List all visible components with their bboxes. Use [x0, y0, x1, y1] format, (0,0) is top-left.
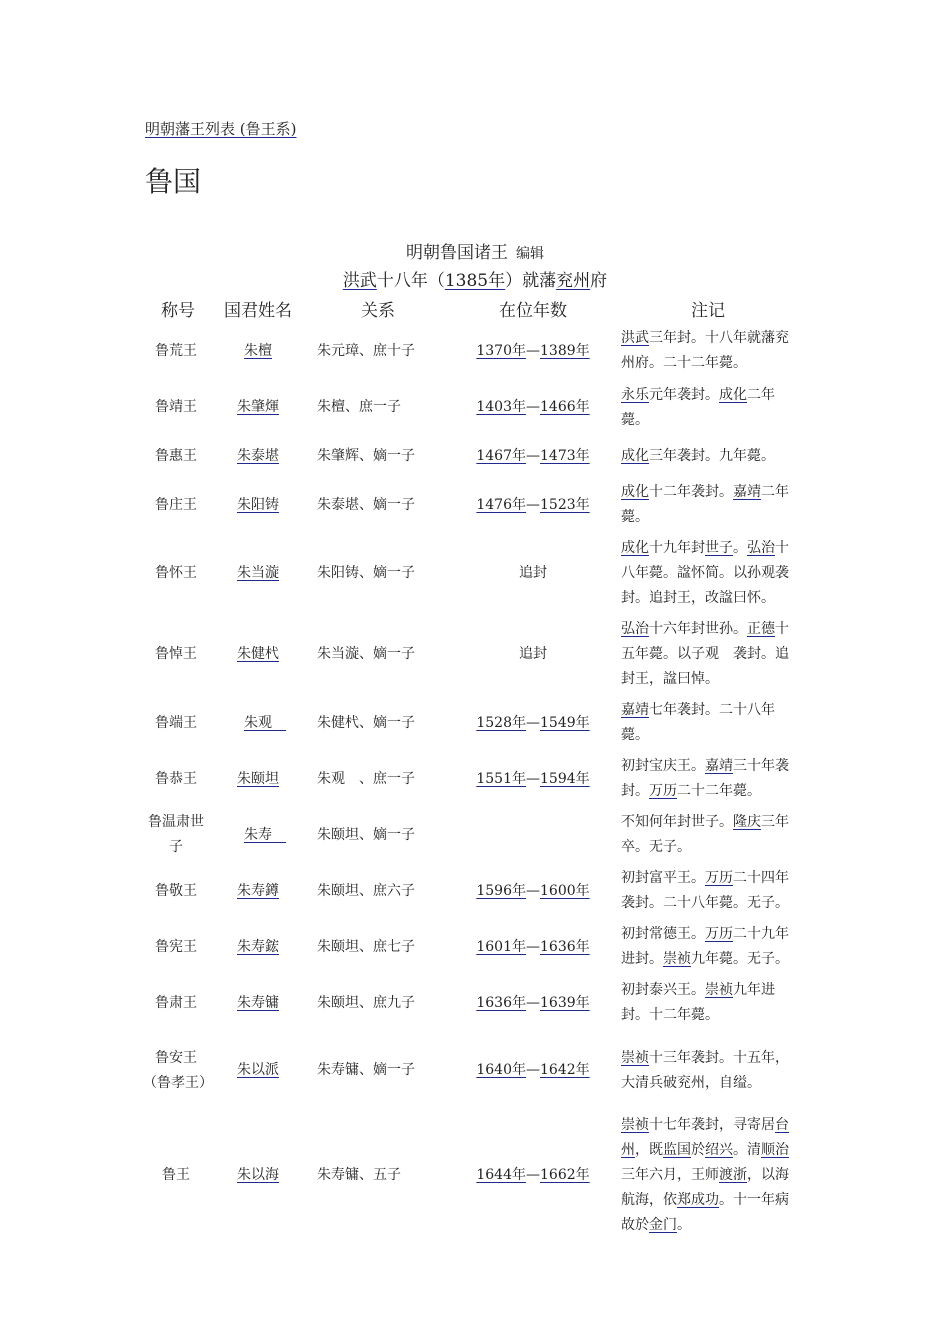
- cell-relation: 朱当漩、嫡一子: [317, 646, 415, 662]
- note-text: 十五年薨。以子观 袭封。追封王，諡曰悼。: [621, 621, 789, 687]
- cell-title: 鲁敬王: [155, 882, 197, 899]
- cell-name: [213, 614, 303, 695]
- end-year-link[interactable]: 1662年: [540, 1167, 590, 1183]
- start-year-link[interactable]: 1596年: [476, 882, 526, 899]
- table-caption: [0, 238, 950, 263]
- note-text: 二年薨。: [621, 386, 775, 428]
- cell-notes: [613, 751, 803, 807]
- note-link[interactable]: 郑成功: [677, 1192, 719, 1208]
- ruler-name-link[interactable]: 朱寿镛: [237, 994, 279, 1011]
- cell-title: 鲁恭王: [155, 770, 197, 787]
- table-subcaption: [0, 266, 950, 291]
- breadcrumb[interactable]: 明朝藩王列表 (鲁王系): [145, 120, 297, 138]
- start-year-link[interactable]: 1476年: [476, 496, 526, 513]
- note-link[interactable]: 崇祯: [621, 1049, 649, 1066]
- year-separator: —: [526, 994, 540, 1011]
- cell-title: 鲁荒王: [155, 342, 197, 359]
- note-text: 三年封。十八年就藩兖州府。二十二年薨。: [621, 330, 789, 371]
- ruler-name-link[interactable]: 朱肇煇: [237, 399, 279, 415]
- cell-name: [213, 807, 303, 863]
- cell-title: 鲁怀王: [155, 565, 197, 581]
- cell-notes: [613, 436, 803, 477]
- cell-years: [453, 477, 613, 533]
- cell-relation: 朱元璋、庶十子: [317, 342, 415, 359]
- note-text: 初封宝庆王。: [621, 758, 705, 774]
- column-header-name: 国君姓名: [224, 300, 292, 321]
- end-year-link[interactable]: 1549年: [540, 714, 590, 731]
- year-separator: —: [526, 1062, 540, 1078]
- end-year-link[interactable]: 1600年: [540, 882, 590, 899]
- year-separator: —: [526, 496, 540, 513]
- note-text: 十六年封世孙。: [649, 621, 747, 637]
- cell-relation: 朱阳铸、嫡一子: [317, 565, 415, 581]
- cell-years: [453, 751, 613, 807]
- cell-relation: 朱观 、庶一子: [317, 770, 415, 787]
- cell-years: [453, 614, 613, 695]
- note-link[interactable]: 崇祯: [663, 951, 691, 967]
- table-row: [143, 436, 803, 477]
- cell-years: [453, 1110, 613, 1241]
- start-year-link[interactable]: 1370年: [476, 342, 526, 359]
- start-year-link[interactable]: 1403年: [476, 399, 526, 415]
- years-text: 追封: [519, 565, 547, 581]
- note-text: 七年袭封。二十八年薨。: [621, 702, 775, 743]
- year-separator: —: [526, 448, 540, 464]
- table-row: [143, 1031, 803, 1110]
- note-text: 初封富平王。: [621, 870, 705, 886]
- note-text: 十二年袭封。: [649, 484, 733, 500]
- note-text: ，既: [635, 1142, 663, 1158]
- cell-notes: [613, 379, 803, 436]
- note-text: 九年进封。十二年薨。: [621, 982, 775, 1023]
- cell-years: [453, 863, 613, 919]
- note-link[interactable]: 世子: [705, 540, 733, 556]
- note-text: 十八年薨。諡怀简。以孙观袭封。追封王，改諡曰怀。: [621, 540, 789, 606]
- subcaption-text: 十八年（: [376, 271, 445, 291]
- start-year-link[interactable]: 1601年: [476, 938, 526, 955]
- ruler-name-link[interactable]: 朱寿: [243, 826, 286, 843]
- cell-notes: [613, 919, 803, 975]
- note-link[interactable]: 成化: [719, 386, 747, 403]
- end-year-link[interactable]: 1389年: [540, 342, 590, 359]
- ruler-name-link[interactable]: 朱以海: [237, 1167, 279, 1183]
- table-row: [143, 1110, 803, 1241]
- cell-name: [213, 975, 303, 1031]
- cell-notes: [613, 477, 803, 533]
- cell-years: [453, 436, 613, 477]
- year-separator: —: [526, 714, 540, 731]
- cell-name: [213, 1110, 303, 1241]
- note-text: 三年六月，王师: [621, 1167, 719, 1183]
- cell-name: [213, 477, 303, 533]
- note-text: 二十二年薨。: [677, 783, 761, 799]
- cell-relation: 朱泰堪、嫡一子: [317, 496, 415, 513]
- note-link[interactable]: 台州: [621, 1117, 789, 1158]
- note-link[interactable]: 永乐: [621, 386, 649, 403]
- cell-years: [453, 379, 613, 436]
- cell-notes: [613, 533, 803, 614]
- note-text: 初封泰兴王。: [621, 982, 705, 998]
- cell-name: [213, 379, 303, 436]
- note-link[interactable]: 成化: [621, 484, 649, 500]
- cell-title: 鲁悼王: [155, 646, 197, 662]
- cell-name: [213, 1031, 303, 1110]
- end-year-link[interactable]: 1642年: [540, 1062, 590, 1078]
- note-text: 九年薨。无子。: [691, 951, 789, 967]
- cell-name: [213, 751, 303, 807]
- table-row: [143, 975, 803, 1031]
- years-text: 追封: [519, 646, 547, 662]
- start-year-link[interactable]: 1467年: [476, 448, 526, 464]
- cell-notes: [613, 614, 803, 695]
- cell-years: [453, 1031, 613, 1110]
- table-row: [143, 751, 803, 807]
- year-separator: —: [526, 1167, 540, 1183]
- cell-years: [453, 919, 613, 975]
- note-link[interactable]: 洪武: [621, 330, 649, 346]
- note-text: 十三年袭封。十五年，大清兵破兖州，自缢。: [621, 1049, 789, 1091]
- rulers-table: [143, 293, 803, 1241]
- ruler-name-link[interactable]: 朱檀: [244, 342, 272, 359]
- note-text: 元年袭封。: [649, 386, 719, 403]
- note-link[interactable]: 弘治: [621, 621, 649, 637]
- cell-title: 鲁惠王: [155, 448, 197, 464]
- cell-name: [213, 919, 303, 975]
- note-text: 。: [733, 540, 747, 556]
- cell-notes: [613, 695, 803, 751]
- note-text: 二年薨。: [621, 484, 789, 525]
- column-header-notes: 注记: [691, 300, 725, 321]
- cell-years: [453, 695, 613, 751]
- note-text: 。十一年病故於: [621, 1192, 789, 1233]
- cell-relation: 朱健杙、嫡一子: [317, 714, 415, 731]
- note-link[interactable]: 万历: [649, 783, 677, 799]
- edit-link[interactable]: 编辑: [516, 246, 544, 262]
- table-row: [143, 323, 803, 379]
- ruler-name-link[interactable]: 朱观: [243, 714, 286, 731]
- cell-notes: [613, 1110, 803, 1241]
- ruler-name-link[interactable]: 朱健杙: [237, 646, 279, 662]
- ruler-name-link[interactable]: 朱以派: [237, 1062, 279, 1078]
- end-year-link[interactable]: 1639年: [540, 994, 590, 1011]
- note-link[interactable]: 成化: [621, 448, 649, 464]
- cell-relation: 朱颐坦、庶七子: [317, 938, 415, 955]
- cell-title: 鲁端王: [155, 714, 197, 731]
- cell-notes: [613, 1031, 803, 1110]
- table-row: [143, 863, 803, 919]
- note-text: 十九年封: [649, 540, 705, 556]
- table-row: [143, 919, 803, 975]
- note-text: 於: [691, 1142, 705, 1158]
- note-link[interactable]: 监国: [663, 1142, 691, 1158]
- note-link[interactable]: 万历: [705, 926, 733, 942]
- table-row: [143, 477, 803, 533]
- cell-years: [453, 807, 613, 863]
- table-caption-text: 明朝鲁国诸王: [406, 243, 508, 263]
- note-text: 。清: [733, 1142, 761, 1158]
- note-link[interactable]: 成化: [621, 540, 649, 556]
- end-year-link[interactable]: 1636年: [540, 938, 590, 955]
- note-text: 三年卒。无子。: [621, 814, 789, 855]
- cell-name: [213, 533, 303, 614]
- note-text: 三十年袭封。: [621, 758, 789, 799]
- note-link[interactable]: 隆庆: [733, 814, 761, 830]
- cell-title: 鲁肃王: [155, 994, 197, 1011]
- note-link[interactable]: 万历: [705, 870, 733, 886]
- start-year-link[interactable]: 1636年: [476, 994, 526, 1011]
- note-link[interactable]: 嘉靖: [733, 484, 761, 500]
- year-separator: —: [526, 882, 540, 899]
- cell-name: [213, 323, 303, 379]
- subcaption-text: 府: [590, 271, 608, 291]
- note-link[interactable]: 顺治: [761, 1142, 789, 1158]
- cell-title: 鲁温肃世子: [148, 814, 204, 855]
- note-link[interactable]: 渡浙: [719, 1167, 747, 1183]
- note-link[interactable]: 金门: [649, 1217, 677, 1233]
- table-body: [143, 323, 803, 1241]
- cell-name: [213, 695, 303, 751]
- note-link[interactable]: 嘉靖: [621, 702, 649, 718]
- ruler-name-link[interactable]: 朱颐坦: [237, 770, 279, 787]
- cell-years: [453, 975, 613, 1031]
- note-text: 十七年袭封，寻寄居: [649, 1117, 775, 1133]
- ruler-name-link[interactable]: 朱当漩: [237, 565, 279, 581]
- note-text: 二十四年袭封。二十八年薨。无子。: [621, 870, 789, 911]
- cell-relation: 朱檀、庶一子: [317, 399, 401, 415]
- cell-years: [453, 323, 613, 379]
- note-text: ，以海航海，依: [621, 1167, 789, 1208]
- page-title: 鲁国: [145, 165, 202, 198]
- cell-relation: 朱颐坦、庶九子: [317, 994, 415, 1011]
- cell-title: 鲁王: [162, 1167, 190, 1183]
- cell-title: 鲁宪王: [155, 938, 197, 955]
- subcaption-year-link[interactable]: 1385年: [444, 271, 506, 291]
- note-text: 二十九年进封。: [621, 926, 789, 967]
- cell-notes: [613, 975, 803, 1031]
- note-link[interactable]: 正德: [747, 621, 775, 637]
- column-header-relation: 关系: [361, 300, 395, 321]
- year-separator: —: [526, 399, 540, 415]
- year-separator: —: [526, 342, 540, 359]
- note-text: 三年袭封。九年薨。: [649, 448, 775, 464]
- ruler-name-link[interactable]: 朱寿鋐: [237, 938, 279, 955]
- ruler-name-link[interactable]: 朱寿鐏: [237, 882, 279, 899]
- note-link[interactable]: 弘治: [747, 540, 775, 556]
- cell-notes: [613, 807, 803, 863]
- end-year-link[interactable]: 1473年: [540, 448, 590, 464]
- table-row: [143, 695, 803, 751]
- note-link[interactable]: 嘉靖: [705, 758, 733, 774]
- end-year-link[interactable]: 1594年: [540, 770, 590, 787]
- note-link[interactable]: 绍兴: [705, 1142, 733, 1158]
- note-link[interactable]: 崇祯: [705, 982, 733, 998]
- note-text: 。: [677, 1217, 691, 1233]
- note-link[interactable]: 崇祯: [621, 1117, 649, 1133]
- cell-relation: 朱寿镛、五子: [317, 1167, 401, 1183]
- table-header-row: [143, 293, 803, 323]
- cell-notes: [613, 863, 803, 919]
- cell-title: 鲁庄王: [155, 496, 197, 513]
- ruler-name-link[interactable]: 朱泰堪: [237, 448, 279, 464]
- column-header-title: 称号: [161, 300, 195, 321]
- subcaption-text: ）就藩: [505, 271, 557, 291]
- start-year-link[interactable]: 1551年: [476, 770, 526, 787]
- table-row: [143, 379, 803, 436]
- start-year-link[interactable]: 1528年: [476, 714, 526, 731]
- cell-title: 鲁靖王: [155, 399, 197, 415]
- note-text: 不知何年封世子。: [621, 814, 733, 830]
- cell-name: [213, 863, 303, 919]
- table-row: [143, 533, 803, 614]
- subcaption-era-link[interactable]: 洪武: [342, 271, 377, 291]
- cell-relation: 朱颐坦、庶六子: [317, 882, 415, 899]
- cell-notes: [613, 323, 803, 379]
- table-row: [143, 807, 803, 863]
- note-text: 初封常德王。: [621, 926, 705, 942]
- end-year-link[interactable]: 1523年: [540, 496, 590, 513]
- table-row: [143, 614, 803, 695]
- ruler-name-link[interactable]: 朱阳铸: [237, 496, 279, 513]
- start-year-link[interactable]: 1640年: [476, 1062, 526, 1078]
- year-separator: —: [526, 938, 540, 955]
- cell-years: [453, 533, 613, 614]
- cell-title: 鲁安王（鲁孝王）: [143, 1049, 213, 1091]
- start-year-link[interactable]: 1644年: [476, 1167, 526, 1183]
- subcaption-place-link[interactable]: 兖州: [556, 271, 591, 291]
- year-separator: —: [526, 770, 540, 787]
- column-header-years: 在位年数: [499, 300, 567, 321]
- cell-name: [213, 436, 303, 477]
- cell-relation: 朱寿镛、嫡一子: [317, 1062, 415, 1078]
- end-year-link[interactable]: 1466年: [540, 399, 590, 415]
- cell-relation: 朱肇辉、嫡一子: [317, 448, 415, 464]
- cell-relation: 朱颐坦、嫡一子: [317, 826, 415, 843]
